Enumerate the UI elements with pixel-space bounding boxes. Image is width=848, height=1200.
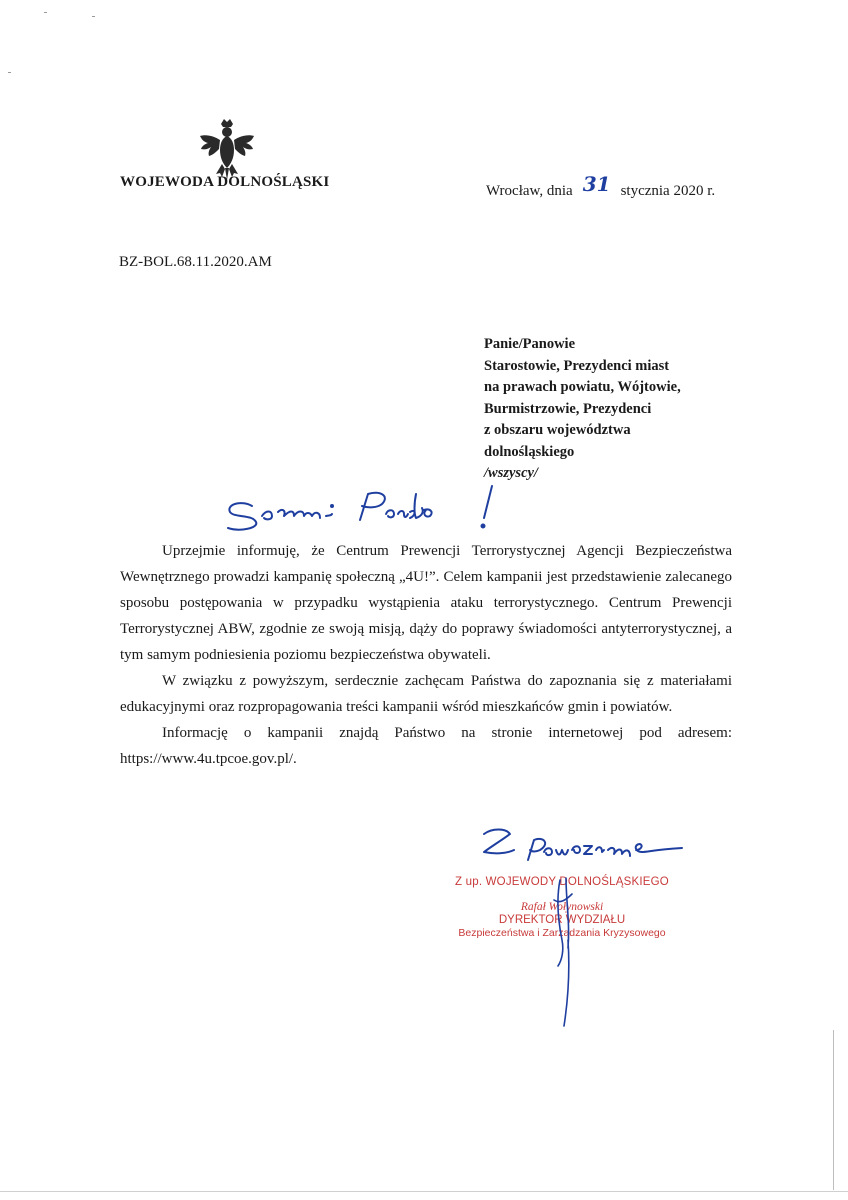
scan-bottom-line bbox=[0, 1191, 848, 1192]
addressee-line: na prawach powiatu, Wójtowie, bbox=[484, 379, 681, 395]
stamp-title: DYREKTOR WYDZIAŁU bbox=[498, 914, 626, 926]
issuer-title: WOJEWODA DOLNOŚLĄSKI bbox=[120, 174, 330, 190]
addressee-line: /wszyscy/ bbox=[484, 465, 538, 481]
handwritten-salutation bbox=[222, 482, 512, 534]
body-paragraph: Informację o kampanii znajdą Państwo na stronie internetowej pod adresem: https://www.4u.tpcoe.gov.pl/. bbox=[120, 725, 732, 767]
addressee-line: dolnośląskiego bbox=[484, 443, 575, 460]
addressee-line: Starostowie, Prezydenci miast bbox=[484, 357, 670, 374]
body-paragraph: Uprzejmie informuję, że Centrum Prewencji Terrorystycznej Agencji Bezpieczeństwa Wewnętrznego prowadzi kampanię społeczną „4U!”. Celem kampanii jest przedstawienie zalecanego sposobu postępowania w przypadku wystąpienia ataku terrorystycznego. Centrum Prewencji Terrorystycznej ABW, zgodnie ze swoją misją, dąży do poprawy świadomości antyterrorystycznej, a tym samym podniesienia poziomu bezpieczeństwa obywateli. bbox=[120, 543, 732, 663]
letter-body bbox=[120, 538, 732, 772]
handwritten-signature bbox=[540, 870, 600, 1030]
addressee-line: Panie/Panowie bbox=[484, 336, 576, 352]
stamp-name: Rafał Wołynowski bbox=[520, 901, 604, 913]
scan-edge-line bbox=[833, 1030, 834, 1190]
date-prefix: Wrocław, dnia bbox=[486, 183, 573, 199]
scan-speck bbox=[8, 72, 11, 73]
addressee-block bbox=[484, 334, 681, 485]
addressee-line: Burmistrzowie, Prezydenci bbox=[484, 400, 652, 417]
scan-speck bbox=[44, 12, 47, 13]
date-day-handwritten: 31 bbox=[582, 172, 611, 196]
eagle-crest-icon bbox=[198, 118, 256, 182]
stamp-department: Bezpieczeństwa i Zarządzania Kryzysowego bbox=[458, 927, 666, 939]
stamp-authority-line: Z up. WOJEWODY DOLNOŚLĄSKIEGO bbox=[455, 876, 669, 888]
body-paragraph: W związku z powyższym, serdecznie zachęcam Państwa do zapoznania się z materiałami edukacyjnymi oraz rozpropagowania treści kampanii wśród mieszkańców gmin i powiatów. bbox=[120, 673, 732, 715]
scan-speck bbox=[92, 16, 95, 17]
date-line bbox=[486, 172, 716, 200]
handwritten-closing bbox=[476, 824, 686, 868]
addressee-line: z obszaru województwa bbox=[484, 422, 631, 438]
date-suffix: stycznia 2020 r. bbox=[620, 183, 716, 199]
reference-number: BZ-BOL.68.11.2020.AM bbox=[119, 254, 272, 270]
